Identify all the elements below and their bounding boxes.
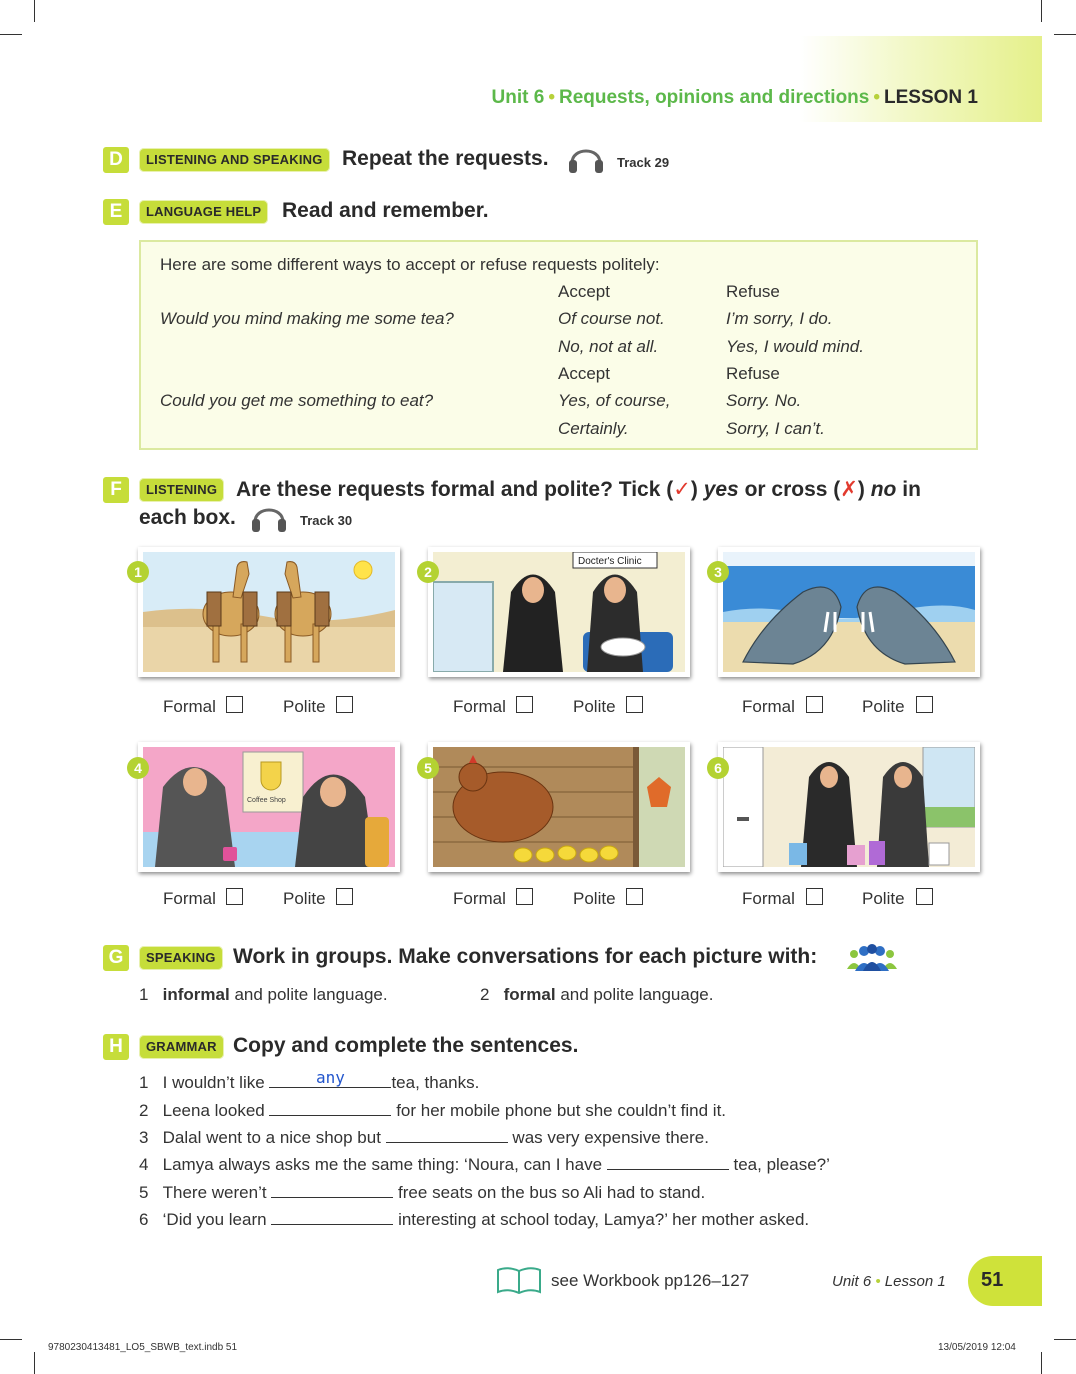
sentence-item: 3 Dalal went to a nice shop but was very expensive there. bbox=[139, 1128, 709, 1147]
picture-number: 5 bbox=[417, 757, 439, 779]
accept-header: Accept bbox=[558, 282, 610, 301]
accept-phrase: Certainly. bbox=[558, 419, 629, 438]
crop-mark bbox=[34, 1352, 35, 1374]
page-header: Unit 6 • Requests, opinions and directions • LESSON 1 bbox=[491, 87, 978, 108]
coffee-sign: Coffee Shop bbox=[247, 797, 286, 804]
handwritten-answer: any bbox=[315, 1068, 345, 1087]
refuse-header: Refuse bbox=[726, 364, 780, 383]
formal-label: Formal bbox=[742, 889, 795, 908]
sentence-item: 5 There weren’t free seats on the bus so Ali had to stand. bbox=[139, 1183, 706, 1202]
refuse-header: Refuse bbox=[726, 282, 780, 301]
picture-number: 4 bbox=[127, 757, 149, 779]
polite-checkbox[interactable] bbox=[626, 888, 643, 905]
accept-phrase: Of course not. bbox=[558, 309, 665, 328]
section-tag-h: GRAMMAR bbox=[139, 1035, 224, 1059]
sentence-item: 6 ‘Did you learn interesting at school today, Lamya?’ her mother asked. bbox=[139, 1210, 810, 1229]
refuse-phrase: Yes, I would mind. bbox=[726, 337, 864, 356]
formal-checkbox[interactable] bbox=[806, 696, 823, 713]
section-letter-g: G bbox=[103, 945, 129, 971]
crop-mark bbox=[1054, 34, 1076, 35]
formal-label: Formal bbox=[742, 697, 795, 716]
crop-mark bbox=[0, 1339, 22, 1340]
polite-checkbox[interactable] bbox=[916, 696, 933, 713]
header-band bbox=[800, 36, 1042, 122]
section-title-d: Repeat the requests. bbox=[342, 147, 549, 170]
headphones-icon bbox=[249, 500, 289, 534]
polite-label: Polite bbox=[862, 889, 905, 908]
formal-checkbox[interactable] bbox=[516, 696, 533, 713]
crop-mark bbox=[0, 34, 22, 35]
section-letter-h: H bbox=[103, 1034, 129, 1060]
accept-phrase: Yes, of course, bbox=[558, 391, 671, 410]
accept-header: Accept bbox=[558, 364, 610, 383]
section-tag-e: LANGUAGE HELP bbox=[139, 200, 268, 224]
list-item: 2 formal and polite language. bbox=[480, 985, 714, 1004]
polite-label: Polite bbox=[862, 697, 905, 716]
formal-label: Formal bbox=[453, 697, 506, 716]
polite-checkbox[interactable] bbox=[916, 888, 933, 905]
sentence-item: 1 I wouldn’t like any tea, thanks. bbox=[139, 1068, 480, 1092]
section-letter-d: D bbox=[103, 147, 129, 173]
crop-mark bbox=[1041, 0, 1042, 22]
sentence-item: 2 Leena looked for her mobile phone but she couldn’t find it. bbox=[139, 1101, 727, 1120]
list-item: 1 informal and polite language. bbox=[139, 985, 388, 1004]
clinic-sign: Docter's Clinic bbox=[578, 556, 642, 567]
formal-label: Formal bbox=[453, 889, 506, 908]
tick-mark: ✓ bbox=[673, 478, 691, 501]
section-title-f: Are these requests formal and polite? Tick (✓) yes or cross (✗) no in bbox=[236, 478, 921, 501]
request-text: Could you get me something to eat? bbox=[160, 391, 434, 410]
polite-label: Polite bbox=[283, 889, 326, 908]
workbook-reference: see Workbook pp126–127 bbox=[551, 1271, 750, 1290]
cross-mark: ✗ bbox=[840, 478, 858, 501]
picture-hen-and-chicks bbox=[428, 742, 690, 872]
section-tag-f: LISTENING bbox=[139, 478, 224, 502]
polite-label: Polite bbox=[573, 889, 616, 908]
picture-number: 1 bbox=[127, 561, 149, 583]
group-icon bbox=[845, 943, 899, 971]
refuse-phrase: Sorry. No. bbox=[726, 391, 802, 410]
accept-phrase: No, not at all. bbox=[558, 337, 659, 356]
request-text: Would you mind making me some tea? bbox=[160, 309, 454, 328]
answer-blank[interactable] bbox=[271, 1210, 393, 1225]
polite-checkbox[interactable] bbox=[336, 696, 353, 713]
crop-mark bbox=[34, 0, 35, 22]
picture-number: 3 bbox=[707, 561, 729, 583]
formal-checkbox[interactable] bbox=[516, 888, 533, 905]
crop-mark bbox=[1054, 1339, 1076, 1340]
picture-clinic bbox=[428, 547, 690, 677]
section-letter-e: E bbox=[103, 199, 129, 225]
sentence-item: 4 Lamya always asks me the same thing: ‘Noura, can I have tea, please?’ bbox=[139, 1155, 830, 1174]
header-unit: Unit 6 bbox=[491, 87, 545, 108]
section-tag-d: LISTENING AND SPEAKING bbox=[139, 148, 330, 172]
footer-unit-lesson: Unit 6 • Lesson 1 bbox=[832, 1273, 946, 1290]
section-title-g: Work in groups. Make conversations for each picture with: bbox=[233, 945, 818, 968]
track-label-d: Track 29 bbox=[617, 155, 670, 170]
page-number: 51 bbox=[981, 1269, 1004, 1291]
headphones-icon bbox=[566, 141, 606, 175]
formal-label: Formal bbox=[163, 697, 216, 716]
picture-number: 2 bbox=[417, 561, 439, 583]
picture-camels bbox=[138, 547, 400, 677]
page-number-tab bbox=[968, 1256, 1042, 1306]
formal-label: Formal bbox=[163, 889, 216, 908]
section-tag-g: SPEAKING bbox=[139, 946, 223, 970]
crop-mark bbox=[1041, 1352, 1042, 1374]
refuse-phrase: Sorry, I can’t. bbox=[726, 419, 825, 438]
section-title-f-line2: each box. bbox=[139, 506, 236, 529]
section-letter-f: F bbox=[103, 477, 129, 503]
track-label-f: Track 30 bbox=[300, 513, 353, 528]
header-lesson: LESSON 1 bbox=[884, 87, 978, 108]
refuse-phrase: I’m sorry, I do. bbox=[726, 309, 833, 328]
picture-number: 6 bbox=[707, 757, 729, 779]
print-date-info: 13/05/2019 12:04 bbox=[938, 1342, 1016, 1353]
section-title-h: Copy and complete the sentences. bbox=[233, 1034, 579, 1057]
header-topic: Requests, opinions and directions bbox=[558, 87, 870, 108]
section-title-e: Read and remember. bbox=[282, 199, 489, 222]
picture-coffee-shop bbox=[138, 742, 400, 872]
answer-blank[interactable] bbox=[271, 1183, 393, 1198]
answer-blank[interactable] bbox=[269, 1068, 391, 1088]
answer-blank[interactable] bbox=[269, 1101, 391, 1116]
picture-shopping bbox=[718, 742, 980, 872]
answer-blank[interactable] bbox=[607, 1155, 729, 1170]
answer-blank[interactable] bbox=[386, 1128, 508, 1143]
polite-checkbox[interactable] bbox=[626, 696, 643, 713]
picture-walruses bbox=[718, 547, 980, 677]
polite-label: Polite bbox=[573, 697, 616, 716]
book-icon bbox=[496, 1266, 542, 1294]
formal-checkbox[interactable] bbox=[226, 696, 243, 713]
formal-checkbox[interactable] bbox=[806, 888, 823, 905]
polite-label: Polite bbox=[283, 697, 326, 716]
help-intro: Here are some different ways to accept or refuse requests politely: bbox=[160, 255, 660, 274]
print-file-info: 9780230413481_LO5_SBWB_text.indb 51 bbox=[48, 1342, 238, 1353]
polite-checkbox[interactable] bbox=[336, 888, 353, 905]
formal-checkbox[interactable] bbox=[226, 888, 243, 905]
